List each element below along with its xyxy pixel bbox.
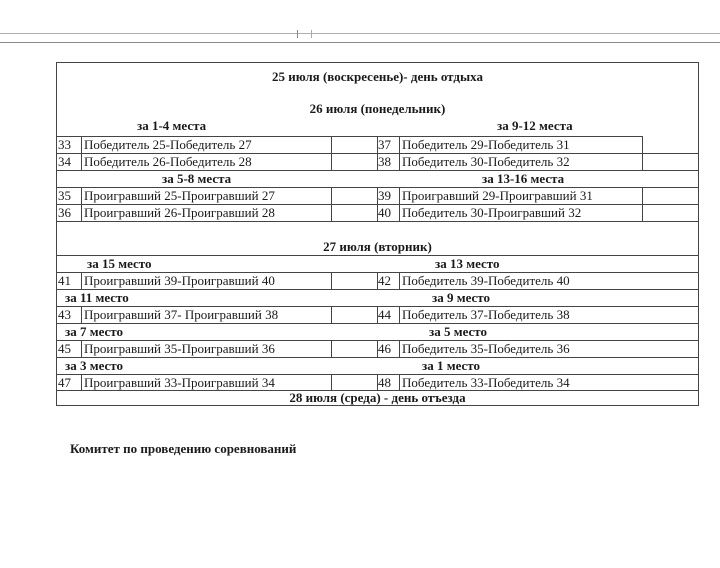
- place-heading: за 11 место: [65, 290, 129, 305]
- place-heading: за 15 место: [87, 256, 152, 271]
- col-line: [331, 340, 332, 357]
- col-line: [399, 374, 400, 390]
- match-pairing: Проигравший 35-Проигравший 36: [84, 341, 275, 356]
- col-line: [331, 136, 332, 170]
- col-line: [81, 374, 82, 390]
- match-number: 38: [378, 154, 391, 169]
- scan-line-top-2: [0, 42, 720, 43]
- scan-line-top: [0, 33, 720, 34]
- group-1-4-label: за 1-4 места: [137, 118, 207, 133]
- match-pairing: Проигравший 39-Проигравший 40: [84, 273, 275, 288]
- place-heading: за 13 место: [435, 256, 500, 271]
- col-line: [331, 272, 332, 289]
- match-number: 40: [378, 205, 391, 220]
- match-pairing: Проигравший 26-Проигравший 28: [84, 205, 275, 220]
- match-number: 39: [378, 188, 391, 203]
- col-line: [399, 306, 400, 323]
- match-pairing: Победитель 30-Победитель 32: [402, 154, 570, 169]
- rest-day-heading: 25 июля (воскресенье)- день отдыха: [272, 69, 483, 84]
- scan-tick: [311, 30, 312, 38]
- departure-heading: 28 июля (среда) - день отъезда: [289, 390, 466, 405]
- place-heading: за 3 место: [65, 358, 123, 373]
- divider: [57, 221, 698, 222]
- divider: [57, 170, 698, 171]
- match-number: 36: [58, 205, 71, 220]
- place-heading: за 1 место: [422, 358, 480, 373]
- col-line: [81, 340, 82, 357]
- committee-signature: Комитет по проведению соревнований: [70, 441, 297, 456]
- match-number: 35: [58, 188, 71, 203]
- divider: [57, 289, 698, 290]
- match-pairing: Проигравший 37- Проигравший 38: [84, 307, 279, 322]
- col-line: [377, 306, 378, 323]
- match-number: 43: [58, 307, 71, 322]
- match-number: 45: [58, 341, 71, 356]
- group-9-12-label: за 9-12 места: [497, 118, 573, 133]
- group-5-8-label: за 5-8 места: [162, 171, 232, 186]
- match-number: 48: [378, 375, 391, 390]
- col-line: [642, 136, 643, 170]
- divider: [57, 255, 698, 256]
- divider: [57, 357, 698, 358]
- place-heading: за 5 место: [429, 324, 487, 339]
- col-line: [331, 306, 332, 323]
- match-number: 33: [58, 137, 71, 152]
- col-line: [81, 306, 82, 323]
- match-pairing: Победитель 25-Победитель 27: [84, 137, 252, 152]
- divider: [57, 323, 698, 324]
- match-number: 47: [58, 375, 71, 390]
- match-number: 42: [378, 273, 391, 288]
- col-line: [331, 374, 332, 390]
- col-line: [81, 187, 82, 221]
- match-pairing: Победитель 35-Победитель 36: [402, 341, 570, 356]
- place-heading: за 7 место: [65, 324, 123, 339]
- col-line: [81, 136, 82, 170]
- match-number: 37: [378, 137, 391, 152]
- match-number: 44: [378, 307, 391, 322]
- col-line: [399, 272, 400, 289]
- col-line: [377, 374, 378, 390]
- match-pairing: Победитель 39-Победитель 40: [402, 273, 570, 288]
- scan-tick: [297, 30, 298, 38]
- match-number: 34: [58, 154, 71, 169]
- col-line: [331, 187, 332, 221]
- match-pairing: Победитель 29-Победитель 31: [402, 137, 570, 152]
- schedule-table: [56, 62, 699, 406]
- col-line: [377, 272, 378, 289]
- col-line: [377, 340, 378, 357]
- match-number: 41: [58, 273, 71, 288]
- col-line: [399, 340, 400, 357]
- match-number: 46: [378, 341, 391, 356]
- col-line: [81, 272, 82, 289]
- col-line: [642, 187, 643, 221]
- match-pairing: Победитель 26-Победитель 28: [84, 154, 252, 169]
- day27-heading: 27 июля (вторник): [323, 239, 432, 254]
- match-pairing: Проигравший 33-Проигравший 34: [84, 375, 275, 390]
- day26-heading: 26 июля (понедельник): [309, 101, 446, 116]
- match-pairing: Проигравший 25-Проигравший 27: [84, 188, 275, 203]
- group-13-16-label: за 13-16 места: [482, 171, 565, 186]
- place-heading: за 9 место: [432, 290, 490, 305]
- match-pairing: Победитель 33-Победитель 34: [402, 375, 570, 390]
- match-pairing: Проигравший 29-Проигравший 31: [402, 188, 593, 203]
- match-pairing: Победитель 30-Проигравший 32: [402, 205, 582, 220]
- match-pairing: Победитель 37-Победитель 38: [402, 307, 570, 322]
